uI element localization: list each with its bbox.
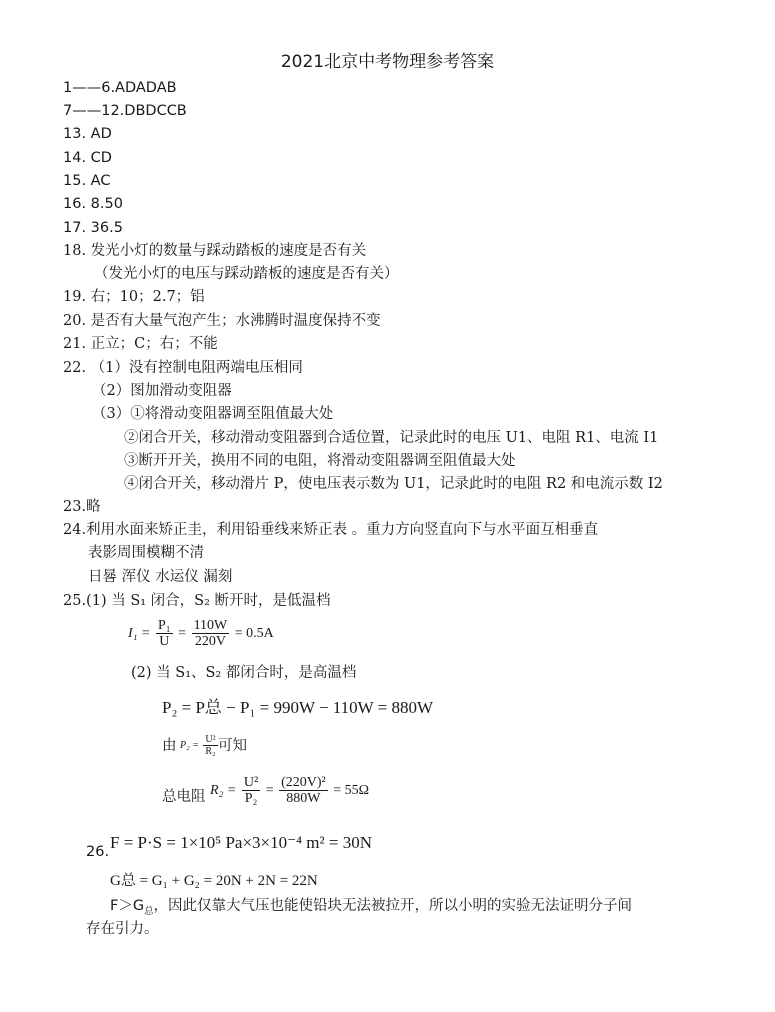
answer-24-line1: 24.利用水面来矫正圭，利用铅垂线来矫正表 。重力方向竖直向下与水平面互相垂直 <box>63 522 599 538</box>
answer-22-3: （3）①将滑动变阻器调至阻值最大处 <box>92 406 334 422</box>
answer-21: 21. 正立；C；右；不能 <box>63 336 218 352</box>
formula-r2-lhs: R₂ = <box>210 783 237 799</box>
answer-22-3-step3: ③断开开关，换用不同的电阻，将滑动变阻器调至阻值最大处 <box>124 453 516 469</box>
answer-20: 20. 是否有大量气泡产生；水沸腾时温度保持不变 <box>63 313 381 329</box>
formula-i1 <box>128 618 274 650</box>
formula-r2-den: P₂ <box>244 791 258 807</box>
formula-r2-num2: (220V)² <box>281 775 326 790</box>
answer-26-conclusion <box>110 896 632 922</box>
formula-r2-num: U² <box>243 775 259 790</box>
answer-19: 19. 右；10；2.7；铝 <box>63 289 205 305</box>
formula-i1-frac1 <box>156 618 173 650</box>
formula-f: F = P·S = 1×10⁵ Pa×3×10⁻⁴ m² = 30N <box>110 833 372 852</box>
answer-16: 16. 8.50 <box>63 196 123 212</box>
answer-26-compare: F＞G <box>110 898 145 914</box>
formula-p2-frac-den: R₂ <box>205 746 216 757</box>
formula-i1-num2: 110W <box>193 618 228 633</box>
answer-25-you: 由 <box>162 738 177 754</box>
answer-22-1: 22. （1）没有控制电阻两端电压相同 <box>63 360 303 376</box>
answer-25-1: 25.(1) 当 S₁ 闭合，S₂ 断开时，是低温档 <box>63 593 331 609</box>
formula-r2-den2: 880W <box>286 791 321 807</box>
answer-25-2: (2) 当 S₁、S₂ 都闭合时，是高温档 <box>131 665 357 681</box>
answer-26-conclusion-end: 存在引力。 <box>86 921 159 937</box>
formula-r2-frac1 <box>242 775 260 807</box>
answer-1-6: 1——6.ADADAB <box>63 80 177 96</box>
answer-18: 18. 发光小灯的数量与踩动踏板的速度是否有关 <box>63 243 367 259</box>
answer-25-zong: 总电阻 <box>162 789 206 805</box>
formula-p2-frac-lhs: P₂ = <box>180 739 199 751</box>
answer-14: 14. CD <box>63 150 112 166</box>
formula-r2-result: = 55Ω <box>333 783 370 799</box>
answer-25-kezhi: 可知 <box>218 738 247 754</box>
formula-r2-eq: = <box>265 783 274 799</box>
page-title: 2021北京中考物理参考答案 <box>280 52 495 72</box>
answer-26-number: 26. <box>86 844 110 860</box>
formula-i1-result: = 0.5A <box>234 626 274 642</box>
answer-7-12: 7——12.DBDCCB <box>63 103 187 119</box>
answer-22-3-step4: ④闭合开关，移动滑片 P，使电压表示数为 U1，记录此时的电阻 R2 和电流示数 I2 <box>124 476 663 492</box>
formula-p2: P₂ = P总 − P₁ = 990W − 110W = 880W <box>162 698 434 717</box>
answer-22-2: （2）图加滑动变阻器 <box>92 383 232 399</box>
formula-i1-den: U <box>159 634 170 650</box>
formula-i1-eq: = <box>178 626 187 642</box>
answer-18-alt: （发光小灯的电压与踩动踏板的速度是否有关） <box>94 266 399 282</box>
formula-p2-frac-num: U² <box>205 734 216 745</box>
formula-i1-den2: 220V <box>194 634 226 650</box>
answer-26-reason: ，因此仅靠大气压也能使铅块无法被拉开，所以小明的实验无法证明分子间 <box>153 898 632 914</box>
formula-p2-frac <box>180 734 220 757</box>
answer-17: 17. 36.5 <box>63 220 123 236</box>
answer-13: 13. AD <box>63 126 112 142</box>
formula-r2 <box>210 775 369 807</box>
formula-r2-frac2 <box>279 775 328 807</box>
formula-p2-frac-body <box>203 734 217 757</box>
answer-15: 15. AC <box>63 173 111 189</box>
formula-g: G总 = G₁ + G₂ = 20N + 2N = 22N <box>110 873 318 889</box>
answer-24-line3: 日晷 浑仪 水运仪 漏刻 <box>88 569 233 585</box>
answer-24-line2: 表影周围模糊不清 <box>88 545 204 561</box>
answer-23: 23.略 <box>63 499 101 515</box>
formula-i1-frac2 <box>192 618 230 650</box>
answer-26-compare-sub: 总 <box>144 905 154 917</box>
formula-i1-num: P₁ <box>157 618 171 633</box>
answer-22-3-step2: ②闭合开关，移动滑动变阻器到合适位置，记录此时的电压 U1、电阻 R1、电流 I1 <box>124 430 659 446</box>
formula-i1-lhs: I₁ = <box>128 626 151 642</box>
